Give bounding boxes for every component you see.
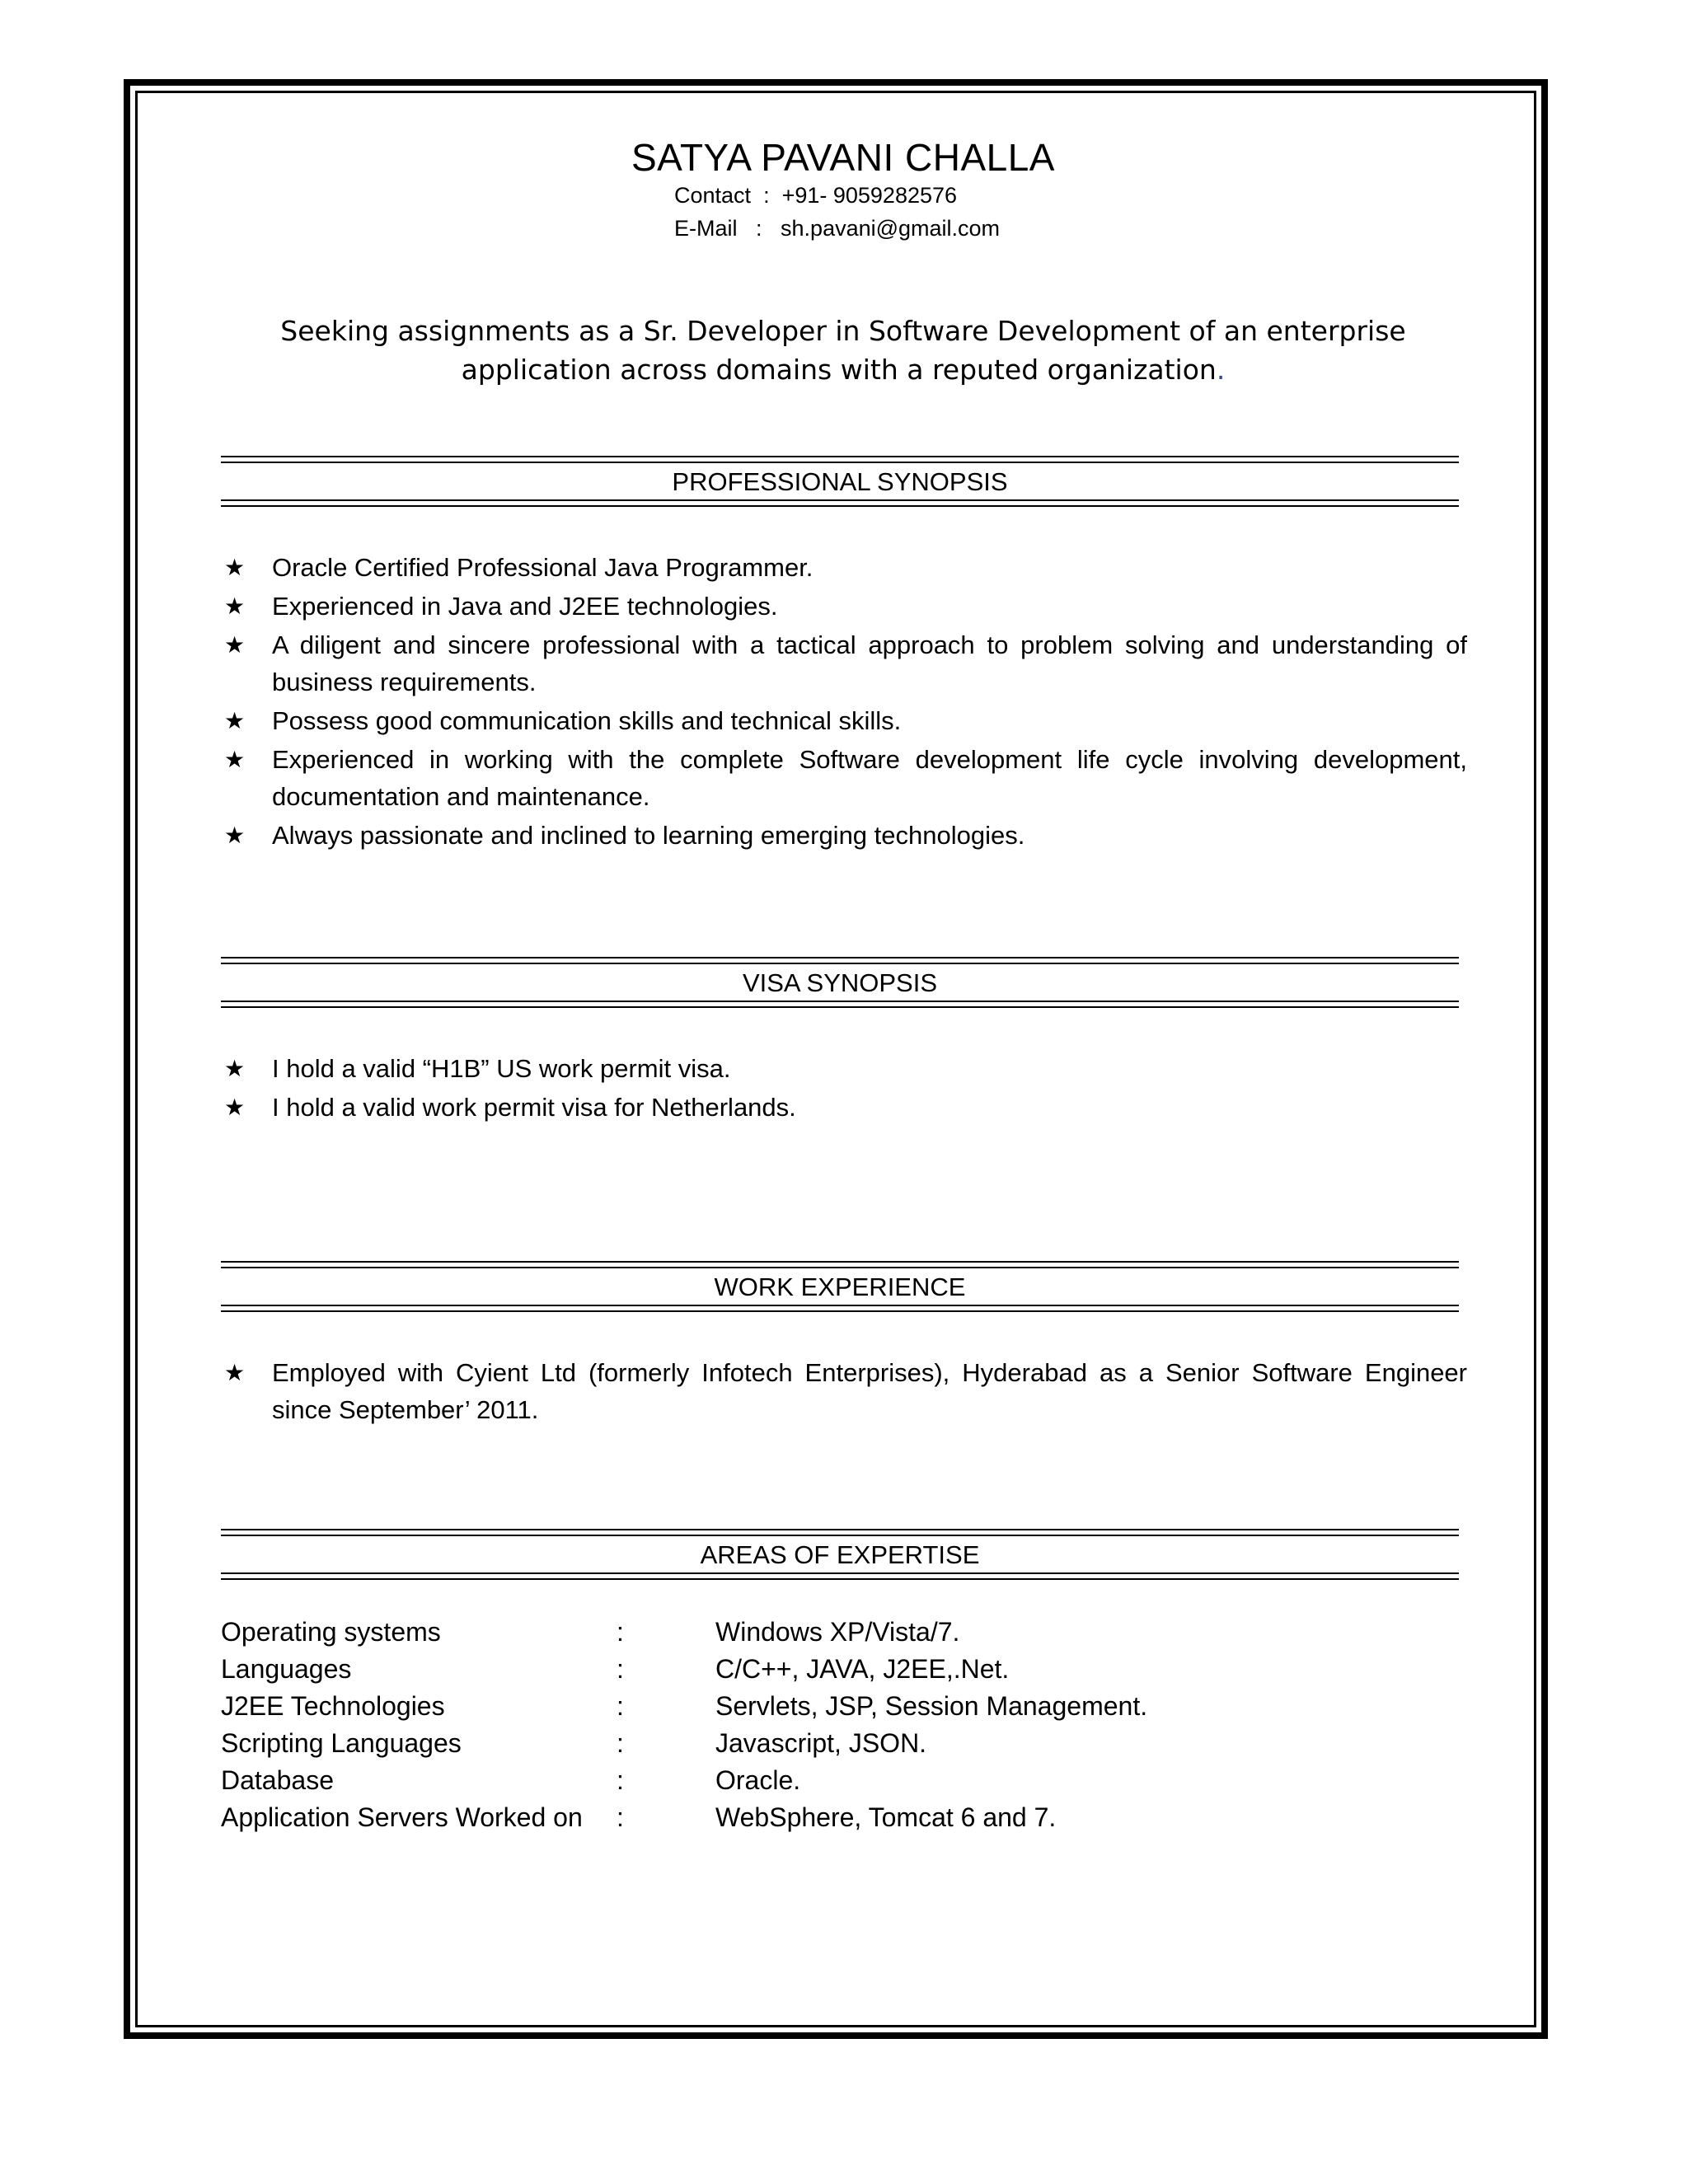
resume-page (221, 0, 1465, 2184)
double-rule-top (221, 456, 1459, 463)
list-item-text: A diligent and sincere professional with a tactical approach to problem solving and understanding of business requirements. (272, 630, 1467, 696)
section-header-areas-of-expertise (221, 1529, 1459, 1580)
list-item-text: Employed with Cyient Ltd (formerly Infotech Enterprises), Hyderabad as a Senior Software Engineer since September’ 2011. (272, 1358, 1467, 1424)
list-item (221, 741, 1467, 815)
expertise-row (221, 1614, 1457, 1651)
list-item (221, 588, 1467, 625)
expertise-value: Servlets, JSP, Session Management. (715, 1691, 1148, 1721)
section-title: PROFESSIONAL SYNOPSIS (672, 467, 1008, 496)
list-item-text: Experienced in working with the complete Software development life cycle involving development, documentation and maintenance. (272, 745, 1467, 811)
black-star-icon: ★ (224, 1094, 246, 1120)
section-header-visa-synopsis (221, 957, 1459, 1008)
list-item (221, 817, 1467, 854)
email-line: E-Mail : sh.pavani@gmail.com (674, 216, 1001, 241)
list-item-text: Oracle Certified Professional Java Programmer. (272, 553, 814, 582)
black-star-icon: ★ (224, 632, 246, 658)
double-rule-top (221, 1529, 1459, 1536)
contact-label: Contact (674, 183, 752, 208)
section-header-work-experience (221, 1261, 1459, 1312)
list-item (221, 626, 1467, 701)
work-experience-list (221, 1354, 1467, 1430)
expertise-label: Scripting Languages (221, 1728, 462, 1758)
expertise-label: Languages (221, 1654, 352, 1684)
expertise-row (221, 1651, 1457, 1688)
expertise-row (221, 1799, 1457, 1836)
section-title: WORK EXPERIENCE (714, 1272, 966, 1301)
section-header-professional-synopsis (221, 456, 1459, 507)
expertise-table (221, 1614, 1457, 1836)
expertise-separator: : (617, 1691, 624, 1721)
list-item (221, 1089, 1467, 1126)
black-star-icon: ★ (224, 747, 246, 772)
expertise-separator: : (617, 1765, 624, 1795)
objective-line-1: Seeking assignments as a Sr. Developer in Software Development of an enterprise (280, 315, 1406, 347)
expertise-row (221, 1725, 1457, 1762)
double-rule-bottom (221, 1305, 1459, 1312)
list-item (221, 1354, 1467, 1428)
candidate-name: SATYA PAVANI CHALLA (631, 136, 1055, 179)
expertise-value: C/C++, JAVA, J2EE,.Net. (715, 1654, 1010, 1684)
expertise-row (221, 1688, 1457, 1725)
list-item-text: I hold a valid “H1B” US work permit visa. (272, 1054, 731, 1083)
visa-synopsis-list (221, 1050, 1467, 1127)
list-item (221, 1050, 1467, 1087)
list-item-text: I hold a valid work permit visa for Netherlands. (272, 1093, 796, 1122)
list-item-text: Experienced in Java and J2EE technologies. (272, 592, 778, 621)
expertise-separator: : (617, 1654, 624, 1684)
expertise-value: Javascript, JSON. (715, 1728, 927, 1758)
list-item (221, 702, 1467, 739)
professional-synopsis-list (221, 549, 1467, 855)
list-item-text: Always passionate and inclined to learning emerging technologies. (272, 821, 1025, 850)
expertise-label: J2EE Technologies (221, 1691, 445, 1721)
black-star-icon: ★ (224, 555, 246, 580)
contact-line: Contact : +91- 9059282576 (674, 183, 958, 208)
email-address: sh.pavani@gmail.com (781, 216, 1001, 241)
black-star-icon: ★ (224, 1056, 246, 1081)
expertise-separator: : (617, 1617, 624, 1647)
double-rule-top (221, 957, 1459, 964)
expertise-label: Application Servers Worked on (221, 1802, 583, 1832)
double-rule-top (221, 1261, 1459, 1268)
email-label: E-Mail (674, 216, 738, 241)
expertise-value: Windows XP/Vista/7. (715, 1617, 960, 1647)
black-star-icon: ★ (224, 823, 246, 848)
black-star-icon: ★ (224, 593, 246, 619)
expertise-label: Database (221, 1765, 334, 1795)
expertise-value: WebSphere, Tomcat 6 and 7. (715, 1802, 1057, 1832)
section-title: AREAS OF EXPERTISE (700, 1540, 980, 1569)
black-star-icon: ★ (224, 1360, 246, 1385)
expertise-separator: : (617, 1802, 624, 1832)
expertise-value: Oracle. (715, 1765, 801, 1795)
expertise-separator: : (617, 1728, 624, 1758)
double-rule-bottom (221, 499, 1459, 507)
expertise-label: Operating systems (221, 1617, 441, 1647)
section-title: VISA SYNOPSIS (742, 968, 938, 997)
career-objective (221, 312, 1465, 389)
list-item (221, 549, 1467, 586)
double-rule-bottom (221, 1001, 1459, 1008)
list-item-text: Possess good communication skills and technical skills. (272, 706, 902, 735)
contact-phone: +91- 9059282576 (781, 183, 958, 208)
objective-line-2: application across domains with a reputed organization. (461, 354, 1226, 386)
expertise-row (221, 1762, 1457, 1799)
black-star-icon: ★ (224, 708, 246, 733)
double-rule-bottom (221, 1572, 1459, 1580)
